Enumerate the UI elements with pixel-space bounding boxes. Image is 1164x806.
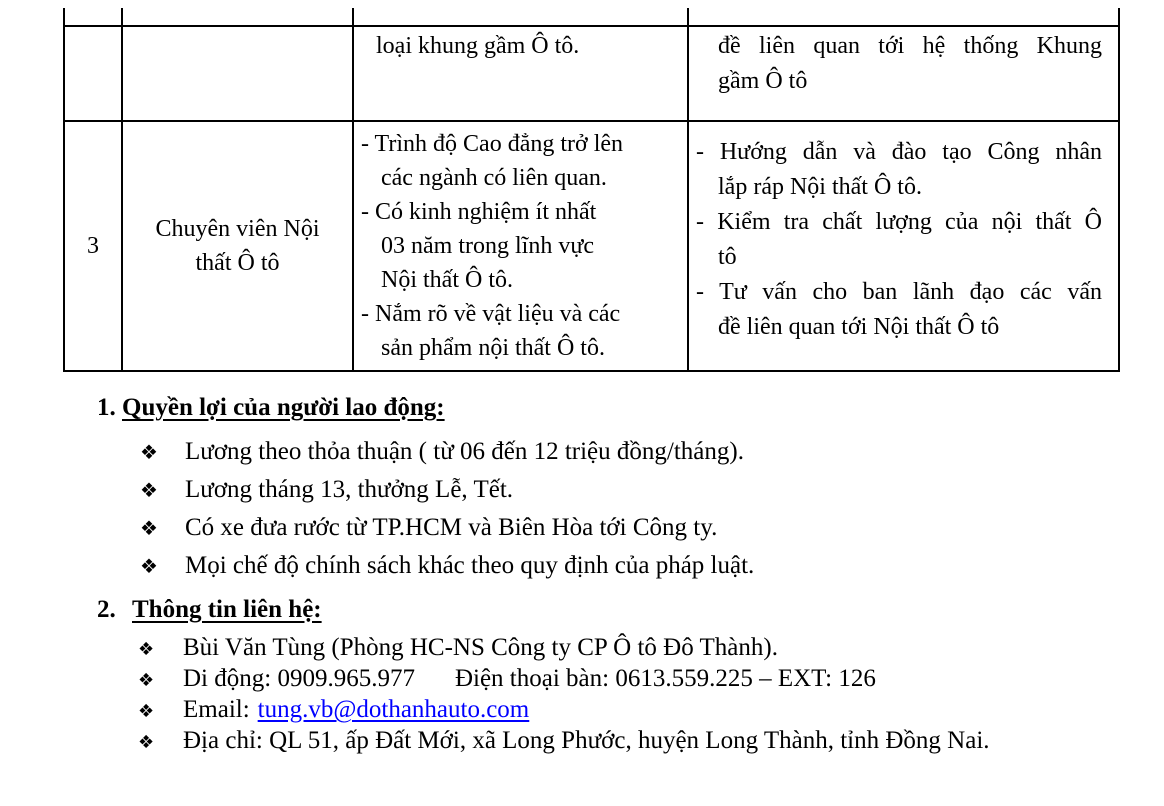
contact-heading-number: 2. — [97, 596, 116, 623]
contact-address: Địa chỉ: QL 51, ấp Đất Mới, xã Long Phước, huyện Long Thành, tỉnh Đồng Nai. — [183, 727, 990, 754]
diamond-bullet-icon: ❖ — [138, 670, 155, 691]
requirement-line: loại khung gầm Ô tô. — [376, 33, 580, 59]
duty-line: lắp ráp Nội thất Ô tô. — [718, 174, 922, 200]
contact-heading-text: Thông tin liên hệ: — [132, 596, 322, 623]
table-border-sliver — [63, 8, 65, 25]
diamond-bullet-icon: ❖ — [140, 516, 158, 540]
table-border-sliver — [352, 8, 354, 25]
contact-address-item — [138, 727, 990, 758]
benefit-item — [140, 476, 754, 514]
positions-table — [63, 25, 1120, 372]
duty-line: tô — [718, 244, 737, 270]
requirement-line: - Nắm rõ về vật liệu và các — [361, 301, 621, 327]
requirement-line: 03 năm trong lĩnh vực — [381, 233, 594, 259]
requirement-line: - Có kinh nghiệm ít nhất — [361, 199, 597, 225]
requirement-line: - Trình độ Cao đẳng trở lên — [361, 131, 624, 157]
table-border-sliver — [121, 8, 123, 25]
diamond-bullet-icon: ❖ — [138, 732, 155, 753]
benefit-item-text: Mọi chế độ chính sách khác theo quy định của pháp luật. — [185, 552, 755, 579]
contact-desk-phone: Điện thoại bàn: 0613.559.225 – EXT: 126 — [454, 665, 876, 692]
table-cell-row-number — [65, 122, 121, 370]
diamond-bullet-icon: ❖ — [140, 554, 158, 578]
benefits-heading-number: 1. — [97, 394, 116, 421]
row-number: 3 — [87, 232, 99, 259]
duty-line: - Kiểm tra chất lượng của nội thất Ô — [696, 209, 1102, 235]
duty-line: đề liên quan tới hệ thống Khung — [718, 33, 1102, 59]
requirement-line: các ngành có liên quan. — [381, 165, 607, 191]
contact-heading — [97, 596, 322, 624]
diamond-bullet-icon: ❖ — [140, 478, 158, 502]
table-cell-requirements-partial — [356, 29, 684, 63]
benefit-item — [140, 514, 754, 552]
benefits-heading-text: Quyền lợi của người lao động: — [122, 394, 445, 421]
position-title-line: thất Ô tô — [195, 250, 280, 276]
duty-line: - Hướng dẫn và đào tạo Công nhân — [696, 139, 1102, 165]
benefit-item-text: Lương tháng 13, thưởng Lễ, Tết. — [185, 476, 514, 503]
requirement-line: Nội thất Ô tô. — [381, 267, 513, 293]
requirement-line: sản phẩm nội thất Ô tô. — [381, 335, 605, 361]
benefits-heading — [97, 394, 445, 422]
benefit-item — [140, 438, 754, 476]
duty-line: - Tư vấn cho ban lãnh đạo các vấn — [696, 279, 1102, 305]
email-link[interactable]: tung.vb@dothanhauto.com — [257, 696, 530, 723]
duty-line: đề liên quan tới Nội thất Ô tô — [718, 314, 1000, 340]
contact-person: Bùi Văn Tùng (Phòng HC-NS Công ty CP Ô tô Đô Thành). — [183, 634, 778, 661]
benefit-item-text: Có xe đưa rước từ TP.HCM và Biên Hòa tới Công ty. — [185, 514, 718, 541]
contact-mobile: Di động: 0909.965.977 — [183, 665, 415, 692]
position-title-line: Chuyên viên Nội — [155, 216, 320, 242]
benefit-item — [140, 552, 754, 590]
diamond-bullet-icon: ❖ — [138, 701, 155, 722]
table-cell-requirements — [356, 127, 689, 365]
table-border-sliver — [687, 8, 689, 25]
table-cell-position-title — [123, 122, 352, 370]
column-border — [352, 27, 354, 370]
contact-email-item — [138, 696, 990, 727]
contact-person-item — [138, 634, 990, 665]
duty-line: gầm Ô tô — [718, 68, 808, 94]
benefits-list — [140, 438, 754, 590]
table-cell-duties-partial — [691, 29, 1102, 99]
contact-email-label: Email: — [183, 696, 250, 723]
diamond-bullet-icon: ❖ — [138, 639, 155, 660]
table-cell-duties — [691, 135, 1102, 345]
diamond-bullet-icon: ❖ — [140, 440, 158, 464]
benefit-item-text: Lương theo thỏa thuận ( từ 06 đến 12 triệu đồng/tháng). — [185, 438, 744, 465]
table-border-sliver — [1118, 8, 1120, 25]
contact-list — [138, 634, 990, 758]
contact-phone-item — [138, 665, 990, 696]
